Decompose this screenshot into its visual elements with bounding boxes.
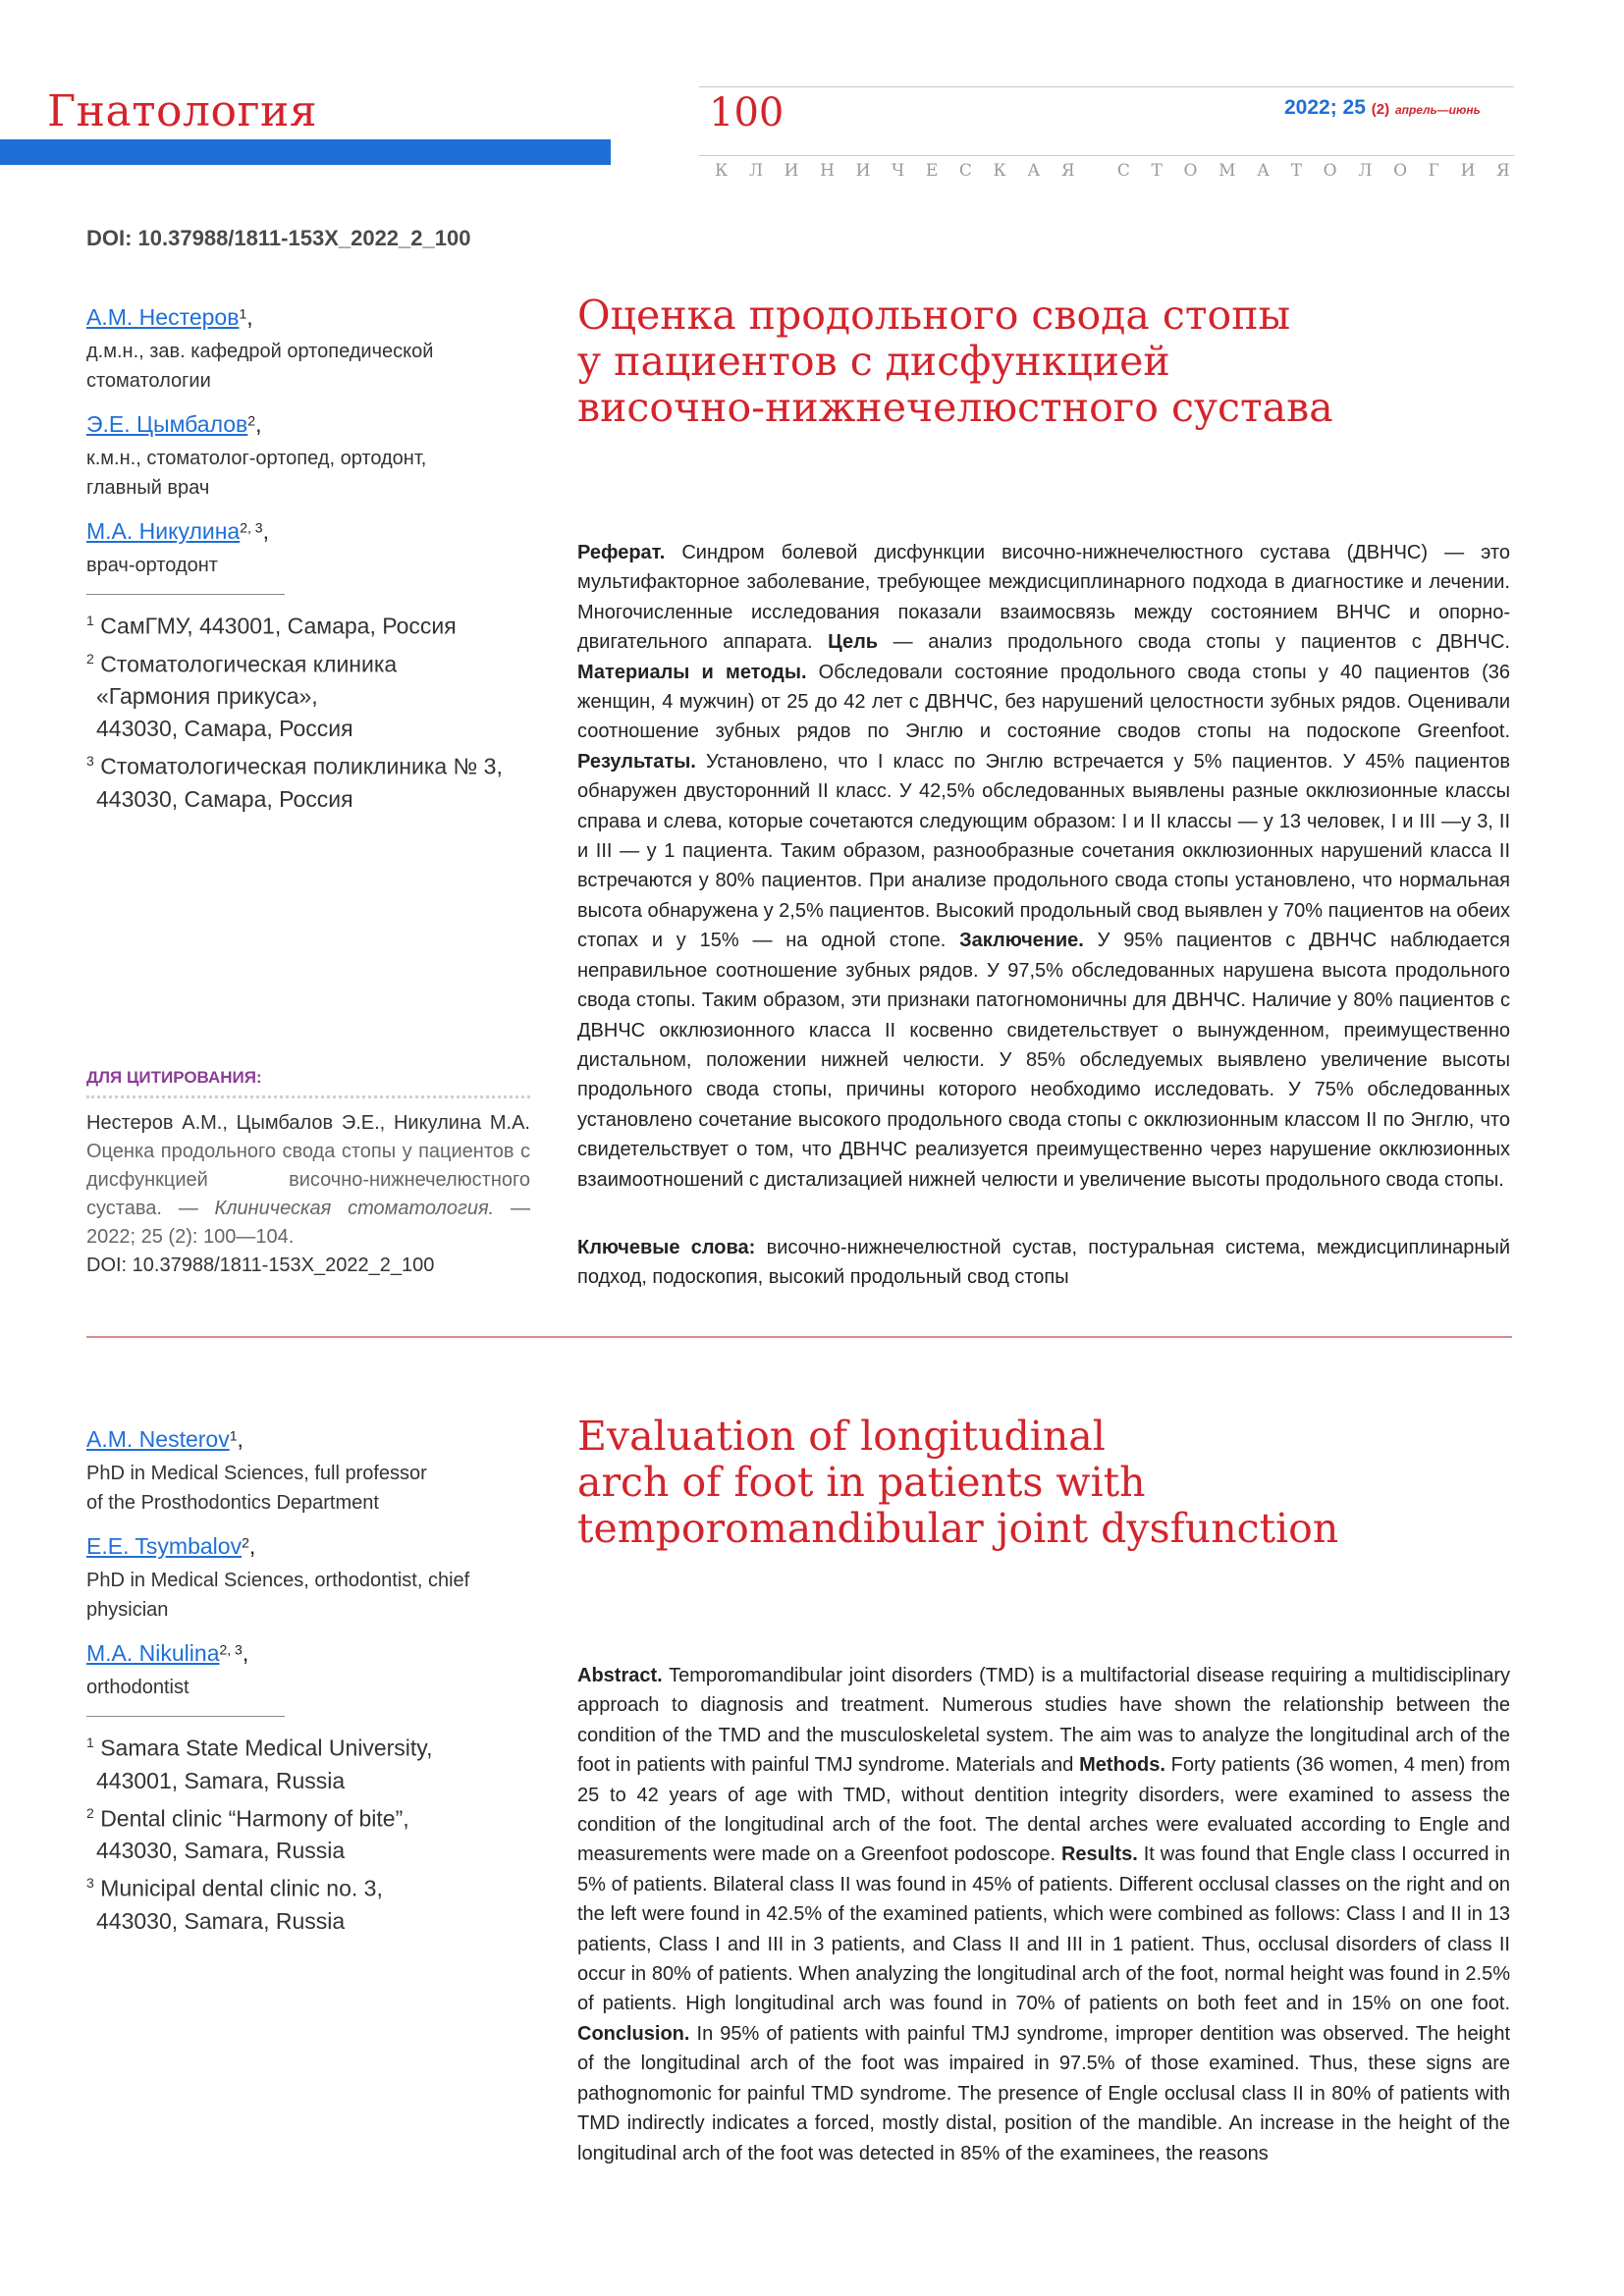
journal-letter: А bbox=[1027, 161, 1041, 181]
en-aff-1-line2: 443001, Samara, Russia bbox=[96, 1767, 346, 1793]
journal-letter: Е bbox=[925, 161, 939, 181]
section-color-bar bbox=[0, 139, 611, 165]
en-author-2-sup: 2 bbox=[242, 1534, 249, 1551]
ru-affiliations bbox=[86, 605, 548, 816]
journal-letter: Л bbox=[748, 161, 763, 181]
journal-letter: О bbox=[1183, 161, 1198, 181]
doi: DOI: 10.37988/1811-153X_2022_2_100 bbox=[86, 226, 471, 250]
journal-letter: И bbox=[855, 161, 871, 181]
cite-tail: — 2022; 25 (2): 100—104. bbox=[86, 1198, 531, 1248]
en-aff-2: $^2$ Dental clinic “Harmony of bite”, bbox=[86, 1804, 409, 1832]
journal-letter: Г bbox=[1428, 161, 1439, 181]
ru-title: Оценка продольного свода стопы у пациентов с дисфункцией височно-нижнечелюстного сустава bbox=[577, 292, 1333, 431]
ru-author-3-role: врач-ортодонт bbox=[86, 555, 218, 576]
en-author-2: E.E. Tsymbalov$^2$, PhD in Medical Sciences, orthodontist, chief physician bbox=[86, 1533, 548, 1625]
en-aff-rule bbox=[86, 1716, 285, 1717]
en-author-1-role: PhD in Medical Sciences, full professor of the Prosthodontics Department bbox=[86, 1463, 427, 1514]
ru-abstract: Реферат. Синдром болевой дисфункции височно-нижнечелюстного сустава (ДВНЧС) — это мультифакторное заболевание, требующее междисциплинарного подхода в диагностике и лечении. Многочисленные исследования показали взаимосвязь между состоянием ВНЧС и опорно-двигательного аппарата. Цель — анализ продольного свода стопы у пациентов с ДВНЧС. Материалы и методы. Обследовали состояние продольного свода стопы у 40 пациентов (36 женщин, 4 мужчин) от 25 до 42 лет с ДВНЧС, без нарушений целостности зубных рядов. Оценивали соотношение зубных рядов по Энглю и состояние сводов стопы на подоскопе Greenfoot. Результаты. Установлено, что I класс по Энглю встречается у 5% пациентов. У 45% пациентов обнаружен двусторонний II класс. У 42,5% обследованных выявлены разные окклюзионные классы справа и слева, которые сочетаются следующим образом: I и II классы — у 13 человек, I и III —у 3, II и III — у 1 пациента. Таким образом, разнообразные сочетания окклюзионных нарушений класса II встречаются у 80% пациентов. При анализе продольного свода стопы установлено, что нормальная высота обнаружена у 2,5% пациентов. Высокий продольный свод выявлен у 70% пациентов на обеих стопах и у 15% — на одной стопе. Заключение. У 95% пациентов с ДВНЧС наблюдается неправильное соотношение зубных рядов. У 97,5% обследованных нарушена высота продольного свода стопы. Таким образом, эти признаки патогномоничны для ДВНЧС. Наличие у 80% пациентов с ДВНЧС окклюзионного класса II косвенно свидетельствует о вынужденном, преимущественно дистальном, положении нижней челюсти. У 85% обследуемых выявлено увеличение высоты продольного свода стопы, причины которого необходимо исследовать. У 75% обследованных установлено сочетание высокого продольного свода стопы с окклюзионным классом II по Энглю, что свидетельствует о том, что ДВНЧС реализуется преимущественно через нарушение окклюзионных взаимоотношений с дистализацией нижней челюсти и увеличение высоты продольного свода стопы. bbox=[577, 542, 1511, 1191]
ru-author-2-role: к.м.н., стоматолог-ортопед, ортодонт, главный врач bbox=[86, 448, 427, 499]
cite-title: Оценка продольного свода стопы у пациентов с дисфункцией височно-нижнечелюстного сустава. — bbox=[86, 1141, 530, 1219]
journal-letter: О bbox=[1393, 161, 1408, 181]
en-author-1-sup: 1 bbox=[229, 1427, 238, 1444]
ru-author-1-role: д.м.н., зав. кафедрой ортопедической стоматологии bbox=[86, 341, 434, 392]
ru-aff-2-line2: «Гармония прикуса», bbox=[96, 683, 318, 710]
ru-author-3: М.А. Никулина$^{2, 3}$, врач-ортодонт bbox=[86, 518, 548, 580]
issue-number: (2) bbox=[1371, 101, 1390, 118]
journal-letter: Я bbox=[1496, 161, 1510, 181]
journal-letter: Т bbox=[1290, 161, 1303, 181]
en-abstract: Abstract. Temporomandibular joint disorders (TMD) is a multifactorial disease requiring a multidisciplinary approach to diagnosis and treatment. Numerous studies have shown the relationship between the condition of the TMD and the musculoskeletal system. The aim was to analyze the longitudinal arch of the foot in patients with painful TMJ syndrome. Materials and Methods. Forty patients (36 women, 4 men) from 25 to 42 years of age with TMD, without dentition integrity disorders, were examined to assess the condition of the longitudinal arch of the foot. The dental arches were evaluated according to Engle and measurements were made on a Greenfoot podoscope. Results. It was found that Engle class I occurred in 5% of patients. Bilateral class II was found in 45% of patients. Different occlusal classes on the right and on the left were found in 42.5% of the examined patients, which were combined as follows: Class I and II in 13 patients, Class I and III in 3 patients, and Class II and III in 1 patient. Thus, occlusal disorders of class II occur in 80% of patients. When analyzing the longitudinal arch of the foot, normal height was found in 2.5% of patients. High longitudinal arch was found in 70% of patients on both feet and in 15% on one foot. Conclusion. In 95% of patients with painful TMJ syndrome, improper dentition was observed. The height of the longitudinal arch of the foot was impaired in 97.5% of those examined. Thus, these signs are pathognomonic for painful TMD syndrome. The presence of Engle occlusal class II in 80% of patients with TMD indirectly indicates a forced, mostly distal, position of the mandible. An increase in the height of the longitudinal arch of the foot was detected in 85% of the examinees, the reasons bbox=[577, 1665, 1510, 2164]
ru-aff-rule bbox=[86, 594, 285, 595]
en-author-3: M.A. Nikulina$^{2, 3}$, orthodontist bbox=[86, 1640, 548, 1702]
ru-keywords: Ключевые слова: височно-нижнечелюстной сустав, постуральная система, междисциплинарный подход, подоскопия, высокий продольный свод стопы bbox=[577, 1237, 1510, 1289]
journal-letter: И bbox=[1460, 161, 1476, 181]
ru-aff-2-line3: 443030, Самара, Россия bbox=[96, 716, 353, 742]
ru-aff-3-line2: 443030, Самара, Россия bbox=[96, 785, 353, 812]
en-author-3-role: orthodontist bbox=[86, 1677, 189, 1698]
journal-name bbox=[715, 161, 1510, 181]
header-mid-rule bbox=[699, 155, 1514, 156]
journal-letter: Л bbox=[1358, 161, 1373, 181]
en-aff-3-line2: 443030, Samara, Russia bbox=[96, 1907, 346, 1934]
ru-author-1-link[interactable]: А.М. Нестеров bbox=[86, 304, 240, 330]
page-number: 100 bbox=[709, 90, 785, 135]
journal-letter: И bbox=[784, 161, 799, 181]
header-top-rule bbox=[699, 86, 1514, 87]
journal-letter: Ч bbox=[892, 161, 905, 181]
ru-authors bbox=[86, 304, 548, 816]
journal-letter: С bbox=[958, 161, 972, 181]
en-aff-2-line2: 443030, Samara, Russia bbox=[96, 1838, 346, 1864]
en-author-3-link[interactable]: M.A. Nikulina bbox=[86, 1640, 220, 1666]
issue-year: 2022; 25 bbox=[1284, 96, 1366, 119]
cite-heading: ДЛЯ ЦИТИРОВАНИЯ: bbox=[86, 1068, 262, 1087]
journal-letter: Н bbox=[820, 161, 835, 181]
cite-dotted-rule bbox=[86, 1095, 530, 1098]
ru-author-3-sup: 2, 3 bbox=[240, 519, 263, 536]
en-title: Evaluation of longitudinal arch of foot in patients with temporomandibular joint dysfunction bbox=[577, 1413, 1339, 1552]
ru-author-1: А.М. Нестеров$^1$, д.м.н., зав. кафедрой ортопедической стоматологии bbox=[86, 304, 548, 396]
ru-author-2: Э.Е. Цымбалов$^2$, к.м.н., стоматолог-ортопед, ортодонт, главный врач bbox=[86, 411, 548, 503]
section-name: Гнатология bbox=[47, 86, 318, 136]
en-author-1-link[interactable]: A.M. Nesterov bbox=[86, 1426, 230, 1452]
journal-letter: Т bbox=[1151, 161, 1163, 181]
journal-letter: С bbox=[1116, 161, 1130, 181]
en-author-1: A.M. Nesterov$^1$, PhD in Medical Sciences, full professor of the Prosthodontics Department bbox=[86, 1426, 548, 1518]
en-aff-3: $^3$ Municipal dental clinic no. 3, bbox=[86, 1875, 383, 1901]
journal-letter: Я bbox=[1060, 161, 1075, 181]
journal-letter: К bbox=[993, 161, 1006, 181]
issue-months: апрель—июнь bbox=[1394, 103, 1481, 117]
issue-info bbox=[1284, 96, 1481, 120]
en-author-2-role: PhD in Medical Sciences, orthodontist, chief physician bbox=[86, 1570, 470, 1621]
journal-letter: К bbox=[715, 161, 729, 181]
journal-letter: М bbox=[1218, 161, 1236, 181]
language-divider bbox=[86, 1336, 1512, 1338]
ru-aff-3: $^3$ Стоматологическая поликлиника № 3, bbox=[86, 753, 503, 779]
en-author-2-link[interactable]: E.E. Tsymbalov bbox=[86, 1533, 243, 1559]
en-aff-1: $^1$ Samara State Medical University, bbox=[86, 1735, 433, 1761]
cite-journal: Клиническая стоматология. bbox=[214, 1198, 495, 1219]
ru-author-3-link[interactable]: М.А. Никулина bbox=[86, 518, 241, 544]
en-author-3-sup: 2, 3 bbox=[219, 1641, 243, 1658]
ru-aff-1: $^1$ СамГМУ, 443001, Самара, Россия bbox=[86, 613, 457, 639]
ru-aff-2: $^2$ Стоматологическая клиника bbox=[86, 650, 398, 677]
ru-author-1-sup: 1 bbox=[239, 305, 247, 322]
journal-letter: О bbox=[1323, 161, 1337, 181]
journal-letter: А bbox=[1257, 161, 1271, 181]
en-affiliations bbox=[86, 1727, 548, 1938]
citation bbox=[86, 1109, 530, 1280]
cite-doi: DOI: 10.37988/1811-153X_2022_2_100 bbox=[86, 1255, 435, 1276]
cite-authors: Нестеров А.М., Цымбалов Э.Е., Никулина М.А. bbox=[86, 1112, 530, 1134]
ru-author-2-link[interactable]: Э.Е. Цымбалов bbox=[86, 411, 248, 437]
ru-author-2-sup: 2 bbox=[247, 412, 256, 429]
en-authors bbox=[86, 1426, 548, 1938]
